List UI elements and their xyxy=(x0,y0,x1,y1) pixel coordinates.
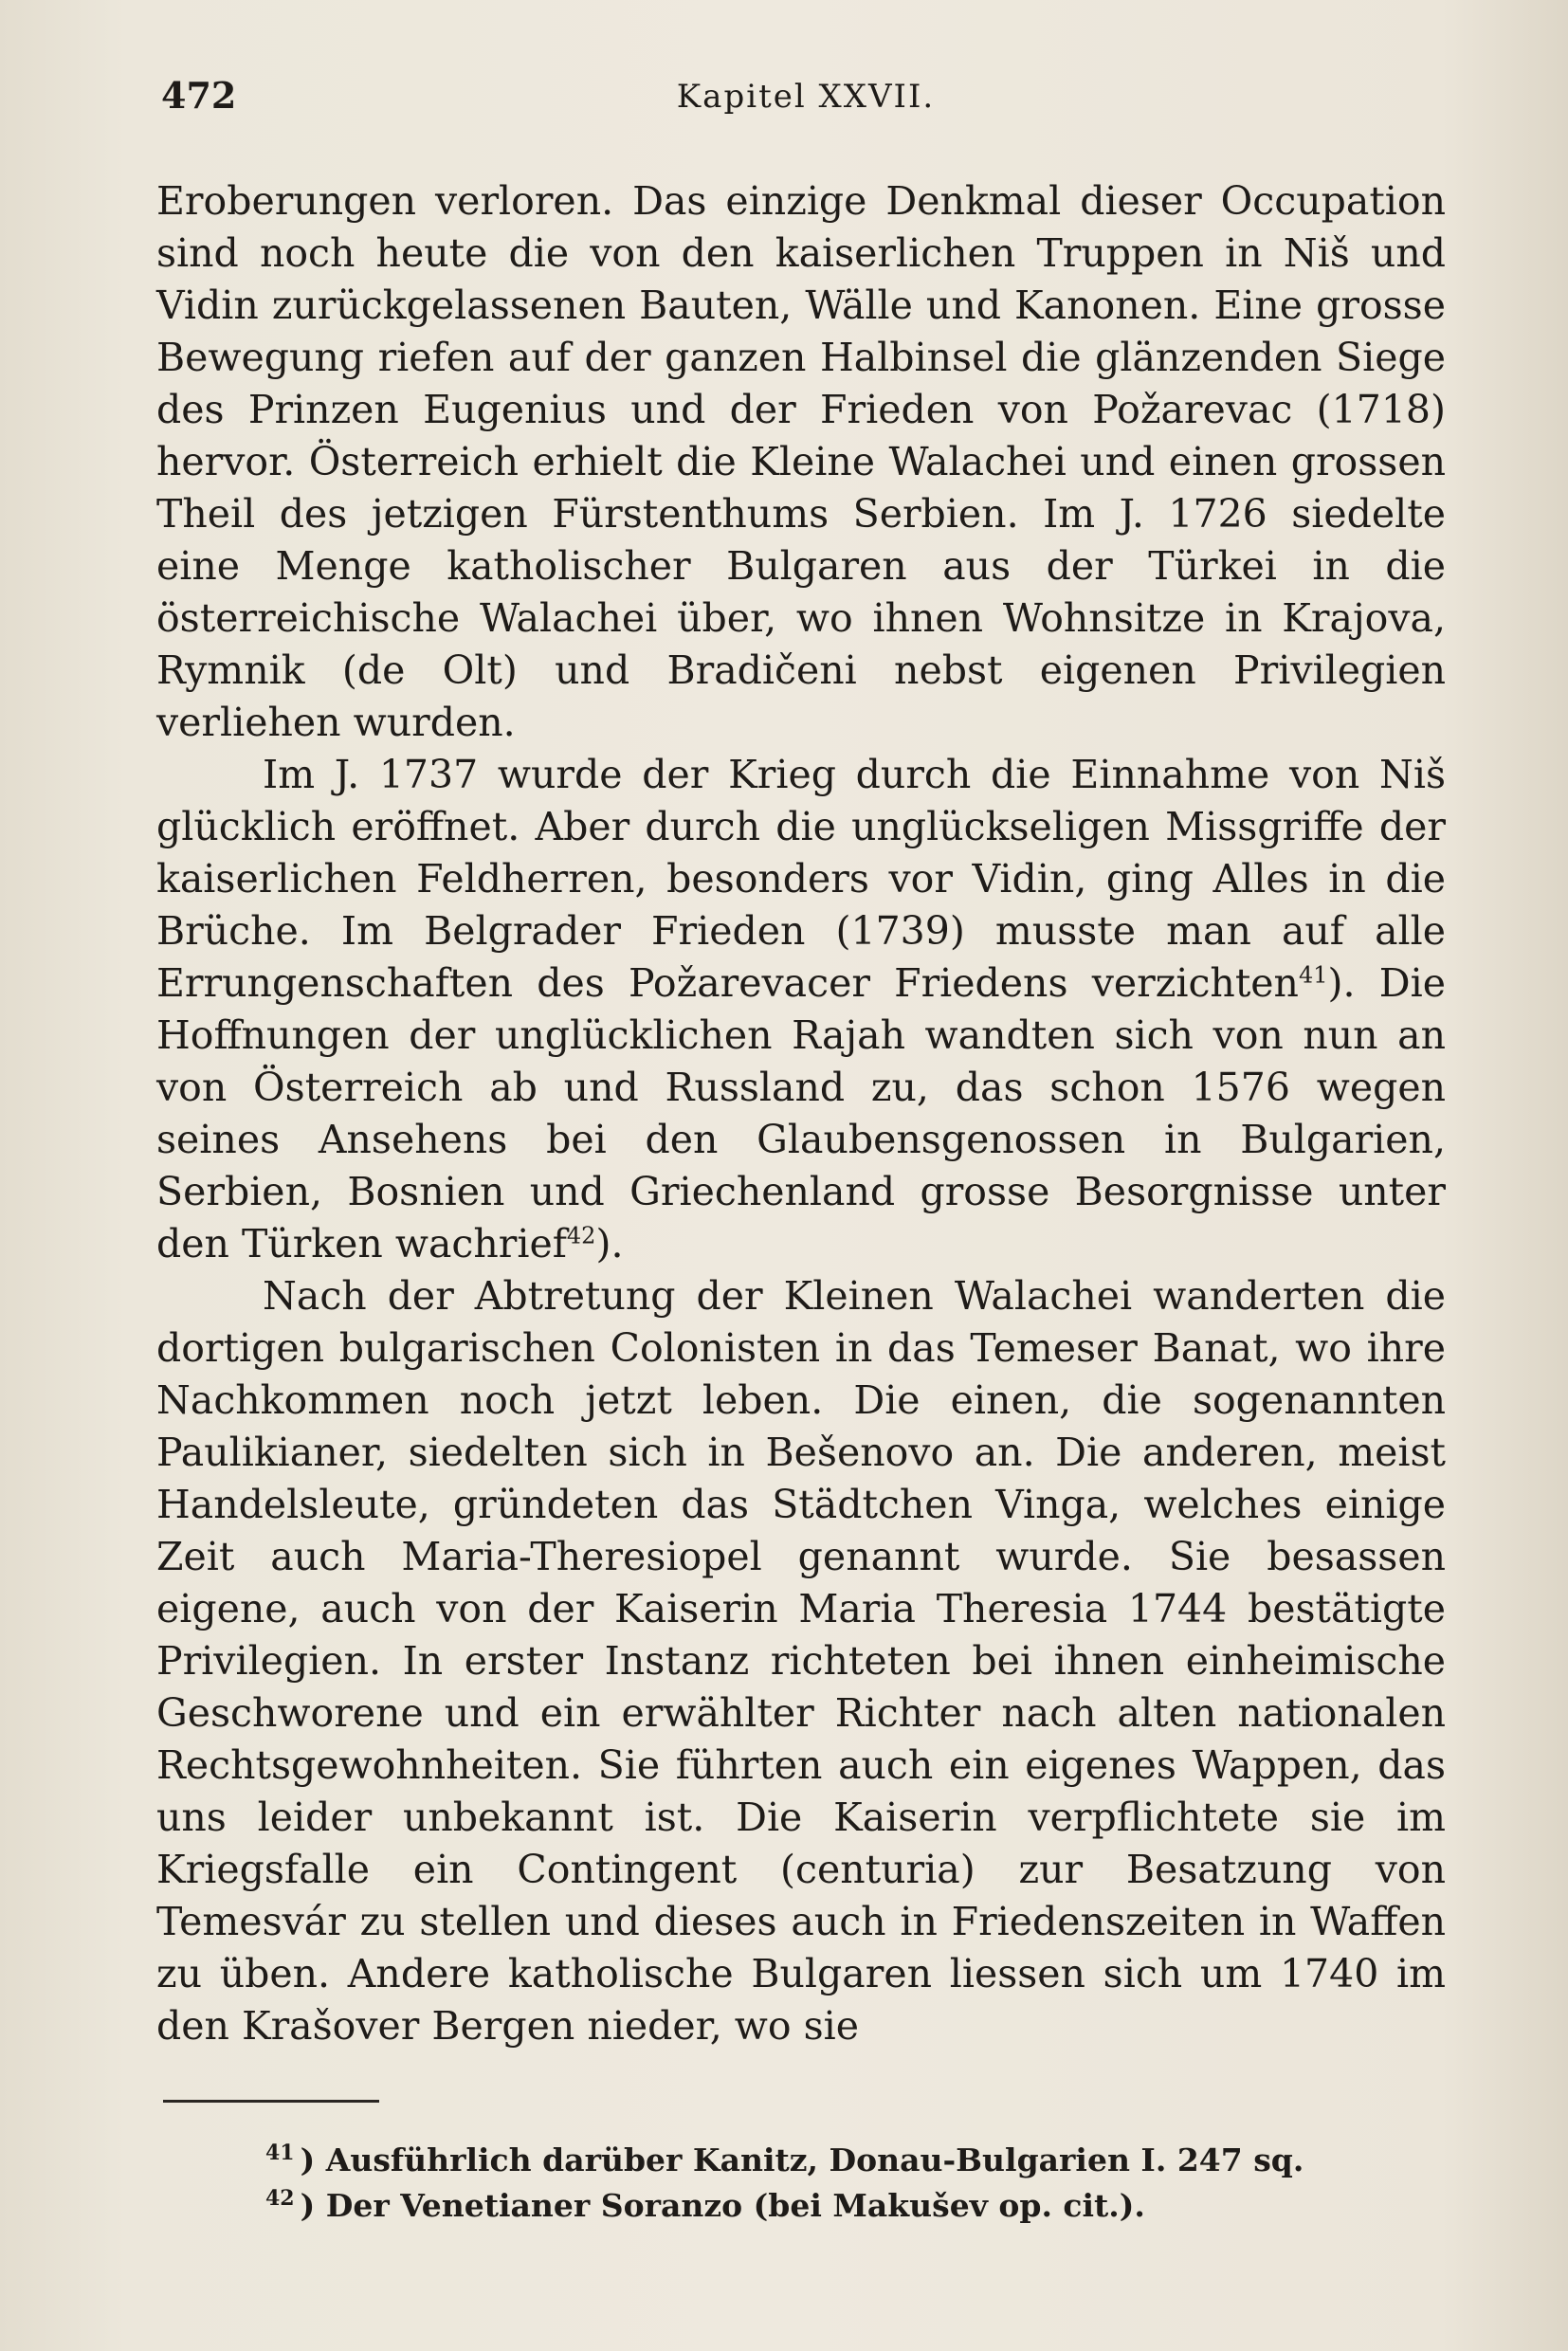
footnote-mark: 41 xyxy=(265,2141,295,2165)
footnote-41 xyxy=(265,2138,1403,2183)
footnote-text: ) Ausführlich darüber Kanitz, Donau-Bulgarien I. 247 sq. xyxy=(300,2141,1304,2178)
paragraph-2-part-1: Im J. 1737 wurde der Krieg durch die Einnahme von Niš glücklich eröffnet. Aber durch die unglückseligen Missgriffe der kaiserlichen Feldherren, besonders vor Vidin, ging Alles in die Brüche. Im Belgrader Frieden (1739) musste man auf alle Errungenschaften des Požarevacer Friedens verzichten xyxy=(156,752,1446,1006)
footnotes xyxy=(265,2138,1403,2229)
footnote-ref-41[interactable]: 41 xyxy=(1298,961,1328,989)
running-head xyxy=(161,74,1450,131)
footnote-mark: 42 xyxy=(265,2186,295,2211)
paragraph-2-part-3: ). xyxy=(595,1221,624,1267)
body-text xyxy=(156,175,1446,2052)
footnote-ref-42[interactable]: 42 xyxy=(566,1222,596,1249)
chapter-title: Kapitel XXVII. xyxy=(676,78,936,116)
paragraph-2 xyxy=(156,749,1446,1270)
paragraph-1: Eroberungen verloren. Das einzige Denkmal dieser Occupation sind noch heute die von den kaiserlichen Truppen in Niš und Vidin zurückgelassenen Bauten, Wälle und Kanonen. Eine grosse Bewegung riefen auf der ganzen Halbinsel die glänzenden Siege des Prinzen Eugenius und der Frieden von Požarevac (1718) hervor. Österreich erhielt die Kleine Walachei und einen grossen Theil des jetzigen Fürstenthums Serbien. Im J. 1726 siedelte eine Menge katholischer Bulgaren aus der Türkei in die österreichische Walachei über, wo ihnen Wohnsitze in Krajova, Rymnik (de Olt) und Bradičeni nebst eigenen Privilegien verliehen wurden. xyxy=(156,178,1446,745)
page-number: 472 xyxy=(161,74,237,117)
paragraph-3: Nach der Abtretung der Kleinen Walachei wanderten die dortigen bulgarischen Colonisten in das Temeser Banat, wo ihre Nachkommen noch jetzt leben. Die einen, die sogenannten Paulikianer, siedelten sich in Bešenovo an. Die anderen, meist Handelsleute, gründeten das Städtchen Vinga, welches einige Zeit auch Maria-Theresiopel genannt wurde. Sie besassen eigene, auch von der Kaiserin Maria Theresia 1744 bestätigte Privilegien. In erster Instanz richteten bei ihnen einheimische Geschworene und ein erwählter Richter nach alten nationalen Rechtsgewohnheiten. Sie führten auch ein eigenes Wappen, das uns leider unbekannt ist. Die Kaiserin verpflichtete sie im Kriegsfalle ein Contingent (centuria) zur Besatzung von Temesvár zu stellen und dieses auch in Friedenszeiten in Waffen zu üben. Andere katholische Bulgaren liessen sich um 1740 im den Krašover Bergen nieder, wo sie xyxy=(156,1273,1446,2049)
footnote-divider xyxy=(163,2100,379,2103)
footnote-text: ) Der Venetianer Soranzo (bei Makušev op. cit.). xyxy=(300,2187,1145,2224)
footnote-42 xyxy=(265,2183,1403,2229)
paragraph-2-part-2: ). Die Hoffnungen der unglücklichen Rajah wandten sich von nun an von Österreich ab und Russland zu, das schon 1576 wegen seines Ansehens bei den Glaubensgenossen in Bulgarien, Serbien, Bosnien und Griechenland grosse Besorgnisse unter den Türken wachrief xyxy=(156,960,1446,1267)
